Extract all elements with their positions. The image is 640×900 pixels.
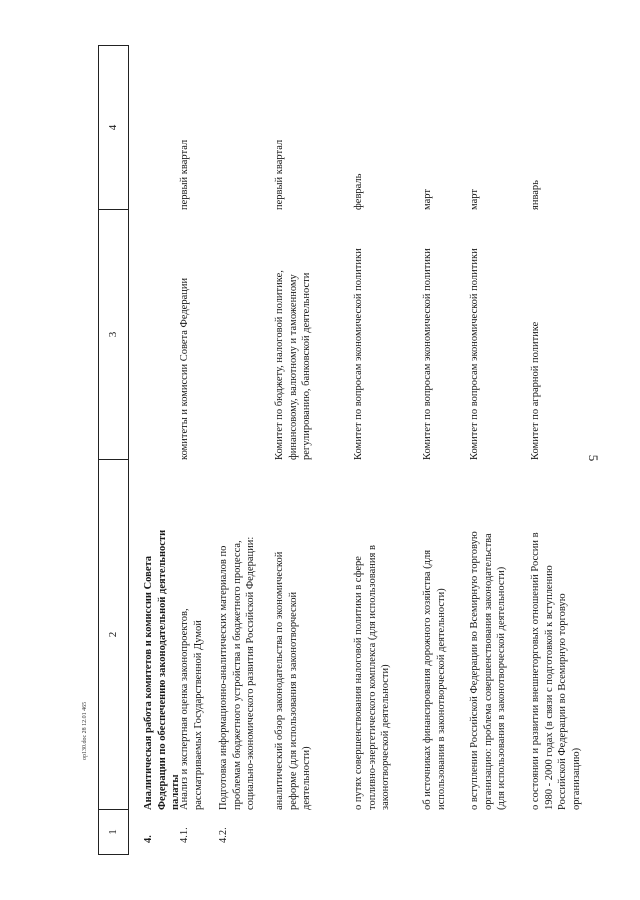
row-text: о путях совершенствования налоговой политики в сфере топливно-энергетического комплекса (для использования в законотворческой деятельности) [353,545,391,810]
page-number: 5 [586,454,601,462]
row-text: о состоянии и развитии внешнеторговых отношений России в 1980 - 2000 годах (в связи с подготовкой к вступлению Российской Федерации во Всемирную торговую организацию) [530,532,582,810]
header-col-1: 1 [107,829,119,835]
row-number: 4.1. [179,827,190,843]
rotated-table [98,45,640,855]
row-term: март [422,189,433,210]
header-col-4: 4 [107,124,119,131]
row-executor: Комитет по аграрной политике [530,321,541,460]
table-header [98,45,129,855]
header-divider [99,809,128,810]
header-divider [99,209,128,210]
row-executor: Комитет по бюджету, налоговой политике, финансовому, валютному и таможенному регулированию, банковской деятельности [274,270,312,460]
row-text: Подготовка информационно-аналитических материалов по проблемам бюджетного устройства и бюджетного процесса, социально-экономического развития Российской Федерации: [218,536,256,810]
row-number: 4.2. [218,827,229,843]
row-executor: Комитет по вопросам экономической политики [469,248,480,460]
row-text: об источниках финансирования дорожного хозяйства (для использования в законотворческой деятельности) [422,549,447,810]
row-text: Анализ и экспертная оценка законопроектов, рассматриваемых Государственной Думой [179,608,204,810]
row-term: январь [530,180,541,210]
row-text: аналитический обзор законодательства по экономической реформе (для использования в законотворческой деятельности) [274,551,312,810]
header-col-2: 2 [107,631,119,638]
row-executor: Комитет по вопросам экономической политики [353,248,364,460]
row-executor: комитеты и комиссии Совета Федерации [179,277,190,460]
header-col-3: 3 [107,331,119,338]
row-executor: Комитет по вопросам экономической политики [422,248,433,460]
row-term: первый квартал [179,139,190,210]
row-text: о вступлении Российской Федерации во Всемирную торговую организацию: проблема совершенствования законодательства (для использования в законотворческой деятельности) [469,531,507,810]
row-text: Аналитическая работа комитетов и комиссии Совета Федерации по обеспечению законодательной деятельности палаты [143,529,181,810]
row-number: 4. [143,835,154,843]
row-term: февраль [353,173,364,210]
header-divider [99,459,128,460]
footer-code: ор130.doc 28 12.01 465 [82,701,88,760]
row-term: март [469,189,480,210]
row-term: первый квартал [274,139,285,210]
